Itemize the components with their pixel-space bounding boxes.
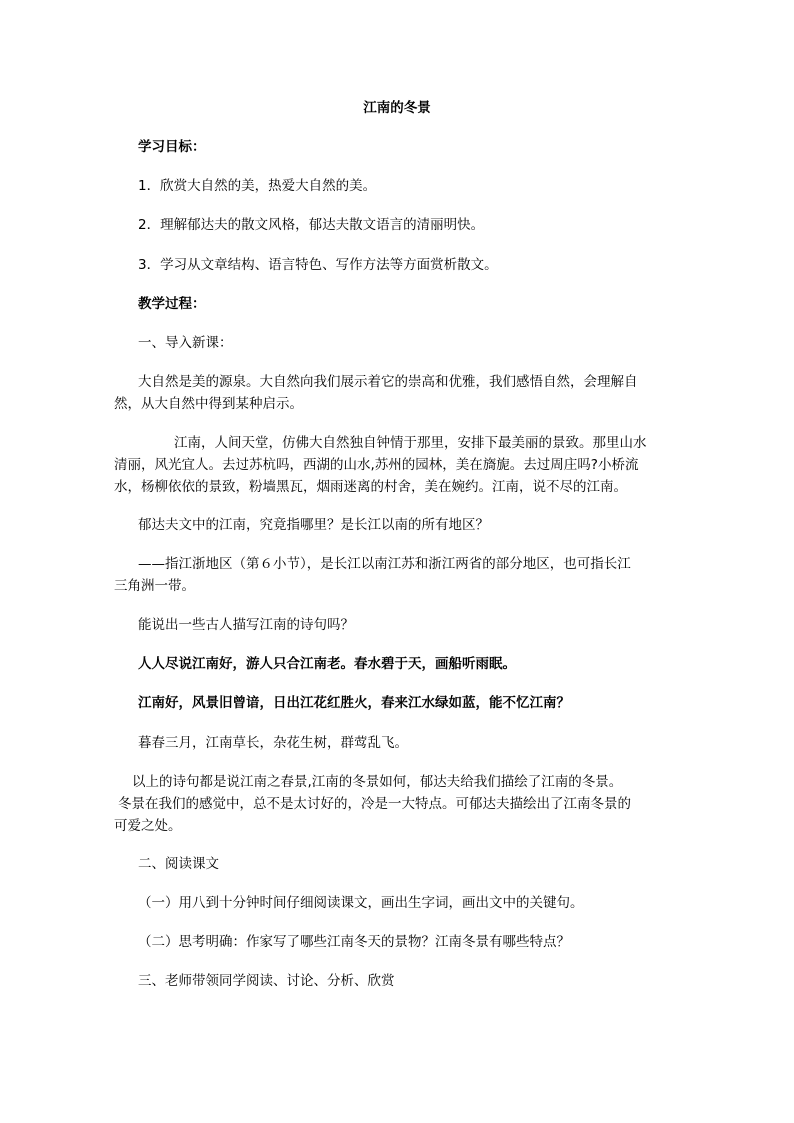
section-heading-1: 一、导入新课：: [138, 335, 233, 351]
goal-item-1: 1．欣赏大自然的美，热爱大自然的美。: [138, 178, 377, 194]
page-title: 江南的冬景: [363, 100, 431, 116]
question-2: 能说出一些古人描写江南的诗句吗？: [138, 617, 354, 633]
poem-line-2: 江南好，风景旧曾谙，日出江花红胜火，春来江水绿如蓝，能不忆江南？: [138, 695, 570, 711]
reading-task-1: （一）用八到十分钟时间仔细阅读课文，画出生字词，画出文中的关键句。: [138, 895, 584, 911]
paragraph-summary-line-3: 可爱之处。: [114, 818, 182, 834]
section-heading-3: 三、老师带领同学阅读、讨论、分析、欣赏: [138, 973, 395, 989]
paragraph-jiangnan-line-1: 江南，人间天堂，仿佛大自然独自钟情于那里，安排下最美丽的景致。那里山水: [174, 435, 647, 451]
goals-heading: 学习目标：: [138, 139, 206, 155]
goal-item-2: 2．理解郁达夫的散文风格，郁达夫散文语言的清丽明快。: [138, 217, 485, 233]
process-heading: 教学过程：: [138, 296, 206, 312]
answer-1-line-1: ——指江浙地区（第６小节），是长江以南江苏和浙江两省的部分地区，也可指长江: [138, 556, 631, 572]
poem-line-1: 人人尽说江南好，游人只合江南老。春水碧于天，画船听雨眠。: [138, 656, 516, 672]
paragraph-summary-line-1: 以上的诗句都是说江南之春景,江南的冬景如何，郁达夫给我们描绘了江南的冬景。: [132, 774, 623, 790]
question-1: 郁达夫文中的江南，究竟指哪里？是长江以南的所有地区？: [138, 517, 489, 533]
reading-task-2: （二）思考明确：作家写了哪些江南冬天的景物？江南冬景有哪些特点？: [138, 934, 570, 950]
paragraph-jiangnan-line-3: 水，杨柳依依的景致，粉墙黑瓦，烟雨迷离的村舍，美在婉约。江南，说不尽的江南。: [114, 479, 627, 495]
goal-item-3: 3．学习从文章结构、语言特色、写作方法等方面赏析散文。: [138, 257, 498, 273]
poem-line-3: 暮春三月，江南草长，杂花生树，群莺乱飞。: [138, 735, 408, 751]
paragraph-summary-line-2: 冬景在我们的感觉中，总不是太讨好的，冷是一大特点。可郁达夫描绘出了江南冬景的: [118, 796, 631, 812]
paragraph-nature-line-1: 大自然是美的源泉。大自然向我们展示着它的崇高和优雅，我们感悟自然，会理解自: [138, 374, 638, 390]
paragraph-nature-line-2: 然，从大自然中得到某种启示。: [114, 396, 303, 412]
answer-1-line-2: 三角洲一带。: [114, 578, 195, 594]
section-heading-2: 二、阅读课文: [138, 856, 219, 872]
paragraph-jiangnan-line-2: 清丽，风光宜人。去过苏杭吗，西湖的山水,苏州的园林，美在旖旎。去过周庄吗?小桥流: [114, 457, 639, 473]
